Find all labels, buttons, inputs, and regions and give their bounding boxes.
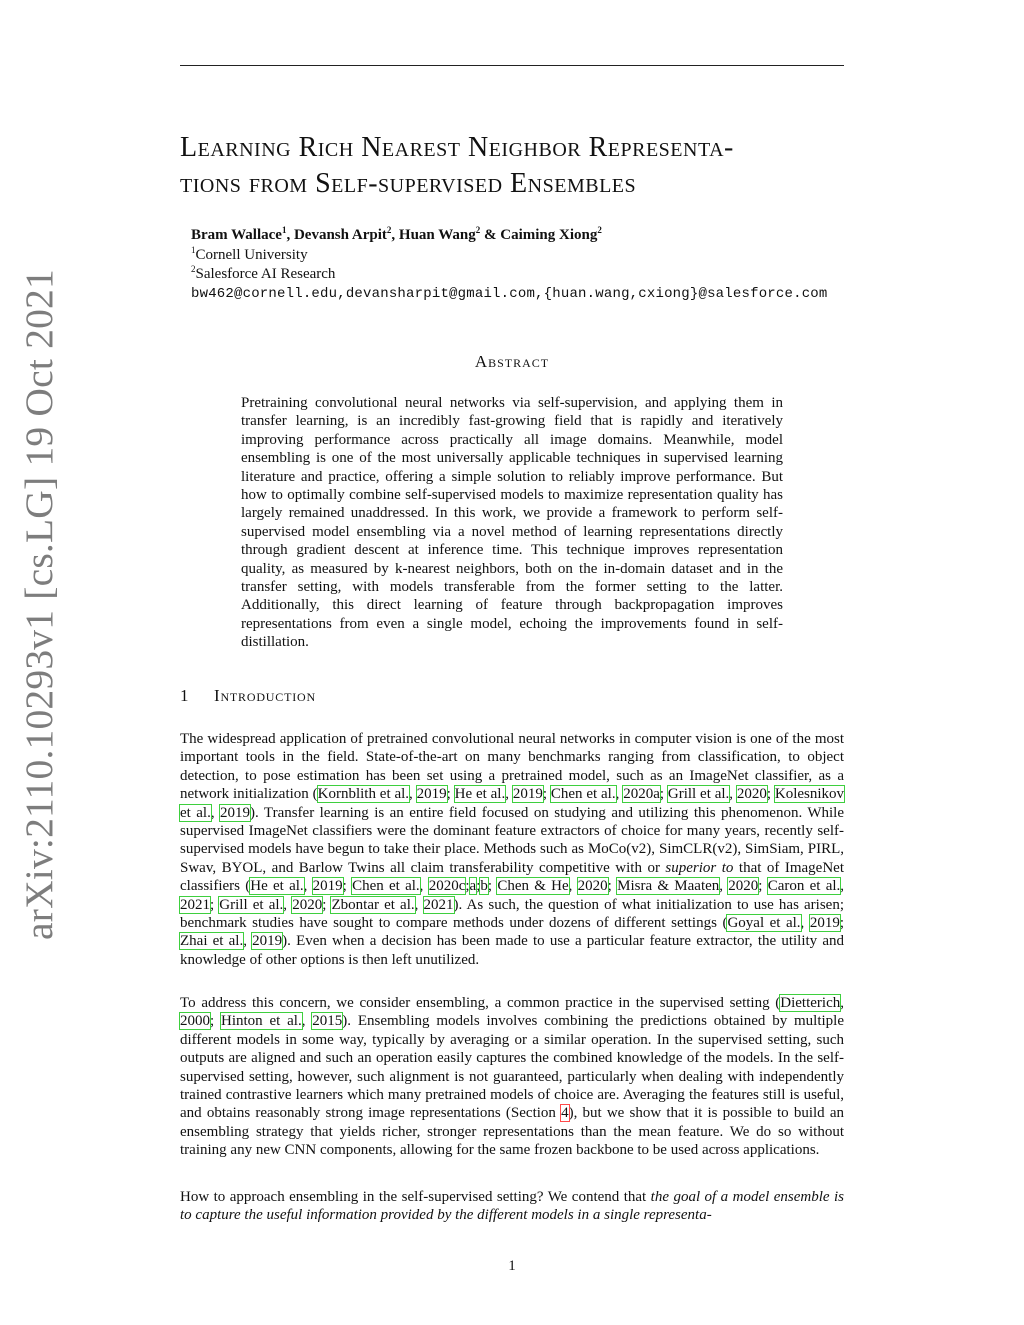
citation-link[interactable]: 2021 — [423, 896, 454, 913]
author-block — [191, 226, 951, 304]
top-rule — [180, 65, 844, 66]
citation-link[interactable]: 2019 — [220, 804, 251, 821]
title-line-2: tions from Self-supervised Ensembles — [180, 168, 637, 199]
arxiv-identifier: arXiv:2110.10293v1 [cs.LG] 19 Oct 2021 — [17, 269, 61, 940]
citation-link[interactable]: 2020c — [428, 878, 466, 895]
intro-paragraph-1: The widespread application of pretrained convolutional neural networks in computer vision is one of the most important tools in the field. State-of-the-art on many benchmarks ranging from classification, to object detection, to pose estimation has been set using a pretrained model, such as an ImageNet classifier, as a network initialization (Kornblith et al., 2019; He et al., 2019; Chen et al., 2020a; Grill et al., 2020; Kolesnikov et al., 2019). Transfer learning is an entire field focused on studying and utilizing this phenomenon. While supervised ImageNet classifiers were the dominant feature extractors of choice for many years, recently self-supervised models have begun to take their place. Methods such as MoCo(v2), SimCLR(v2), SimSiam, PIRL, Swav, BYOL, and Barlow Twins all claim transferability competitive with or superior to that of ImageNet classifiers (He et al., 2019; Chen et al., 2020c;a;b; Chen & He, 2020; Misra & Maaten, 2020; Caron et al., 2021; Grill et al., 2020; Zbontar et al., 2021). As such, the question of what initialization to use has arisen; benchmark studies have sought to compare methods under dozens of different settings (Goyal et al., 2019; Zhai et al., 2019). Even when a decision has been made to use a particular feature extractor, the utility and knowledge of other options is then left unutilized. — [180, 731, 845, 968]
citation-link[interactable]: Grill et al. — [219, 896, 284, 913]
citation-link[interactable]: 2019 — [512, 786, 543, 803]
citation-link[interactable]: 2019 — [312, 878, 343, 895]
citation-link[interactable]: 2020 — [292, 896, 323, 913]
page-number: 1 — [508, 1258, 516, 1274]
emphasis: superior to — [665, 859, 734, 876]
citation-link[interactable]: 2000 — [180, 1013, 210, 1030]
citation-link[interactable]: 2015 — [312, 1013, 343, 1030]
citation-link[interactable]: 2019 — [416, 786, 447, 803]
citation-link[interactable]: Hinton et al. — [221, 1013, 302, 1030]
affiliation-2: $^2$Salesforce AI Research — [191, 264, 336, 282]
author-names: Bram Wallace$^1$, Devansh Arpit$^2$, Huan Wang$^2$ & Caiming Xiong$^2$ — [191, 225, 602, 243]
citation-link[interactable]: Caron et al. — [767, 878, 841, 895]
citation-link[interactable]: Kolesnikov et al. — [180, 786, 845, 821]
emphasis: the goal of a model ensemble is to capture the useful information provided by the different models in a single representa- — [180, 1189, 844, 1224]
section-reference-link[interactable]: 4 — [561, 1105, 569, 1122]
citation-link[interactable]: 2020 — [577, 878, 608, 895]
citation-link[interactable]: 2020 — [736, 786, 767, 803]
citation-link[interactable]: Goyal et al. — [727, 915, 801, 932]
citation-link[interactable]: Chen et al. — [550, 786, 616, 803]
intro-paragraph-3: How to approach ensembling in the self-supervised setting? We contend that the goal of a model ensemble is to capture the useful information provided by the different models in a single representa- — [180, 1189, 844, 1224]
citation-link[interactable]: He et al. — [250, 878, 304, 895]
citation-link[interactable]: 2020 — [728, 878, 759, 895]
citation-link[interactable]: 2020a — [623, 786, 660, 803]
affiliation-1: $^1$Cornell University — [191, 244, 308, 263]
citation-link[interactable]: Grill et al. — [667, 786, 730, 803]
citation-link[interactable]: 2019 — [809, 915, 840, 932]
intro-paragraph-2: To address this concern, we consider ensembling, a common practice in the supervised setting (Dietterich, 2000; Hinton et al., 2015). Ensembling models involves combining the predictions obtained by multiple different models in some way, typically by averaging or a similar operation. In the supervised setting, such outputs are aligned and such an operation easily captures the combined knowledge of the models. In the self-supervised setting, however, such alignment is not guaranteed, particularly when dealing with independently trained contrastive learners which many pretrained models of choice are. Averaging the features still is useful, and obtains reasonably strong image representations (Section 4), but we show that it is possible to build an ensembling strategy that yields richer, stronger representations than the mean feature. We do so without training any new CNN components, allowing for the same frozen backbone to be used across applications. — [180, 995, 845, 1159]
citation-link[interactable]: Zhai et al. — [180, 933, 244, 950]
citation-link[interactable]: He et al. — [454, 786, 506, 803]
citation-link[interactable]: Dietterich — [780, 995, 841, 1011]
citation-link[interactable]: 2019 — [252, 933, 283, 950]
abstract-text: Pretraining convolutional neural networks via self-supervision, and applying them in transfer learning, is an incredibly fast-growing field that is rapidly and iteratively improving performance across practically all image domains. Meanwhile, model ensembling is one of the most universally applicable techniques in supervised learning literature and practice, offering a simple solution to reliably improve performance. But how to optimally combine self-supervised models to maximize representation quality has largely remained unaddressed. In this work, we provide a framework to perform self-supervised model ensembling via a novel method of learning representations directly through gradient descent at inference time. This technique improves representation quality, as measured by k-nearest neighbors, both on the in-domain dataset and in the transfer setting, with models transferable from the former setting to the latter. Additionally, this direct learning of feature through backpropagation improves representations from even a single model, echoing the improvements found in self-distillation. — [241, 395, 783, 651]
citation-link[interactable]: a — [469, 878, 477, 895]
paper-title — [180, 130, 860, 202]
author-emails: bw462@cornell.edu,devansharpit@gmail.com,{huan.wang,cxiong}@salesforce.com — [191, 285, 828, 302]
section-number: 1 — [180, 686, 190, 705]
citation-link[interactable]: Chen & He — [497, 878, 569, 895]
citation-link[interactable]: Misra & Maaten — [617, 878, 720, 895]
citation-link[interactable]: Kornblith et al. — [317, 786, 410, 803]
section-title: Introduction — [214, 686, 316, 705]
citation-link[interactable]: Chen et al. — [352, 878, 420, 895]
title-line-1: Learning Rich Nearest Neighbor Representa- — [180, 132, 734, 163]
abstract-heading: Abstract — [474, 352, 550, 371]
citation-link[interactable]: Zbontar et al. — [331, 896, 415, 913]
section-heading-introduction — [180, 686, 316, 706]
citation-link[interactable]: 2021 — [180, 896, 210, 913]
citation-link[interactable]: b — [480, 878, 488, 895]
